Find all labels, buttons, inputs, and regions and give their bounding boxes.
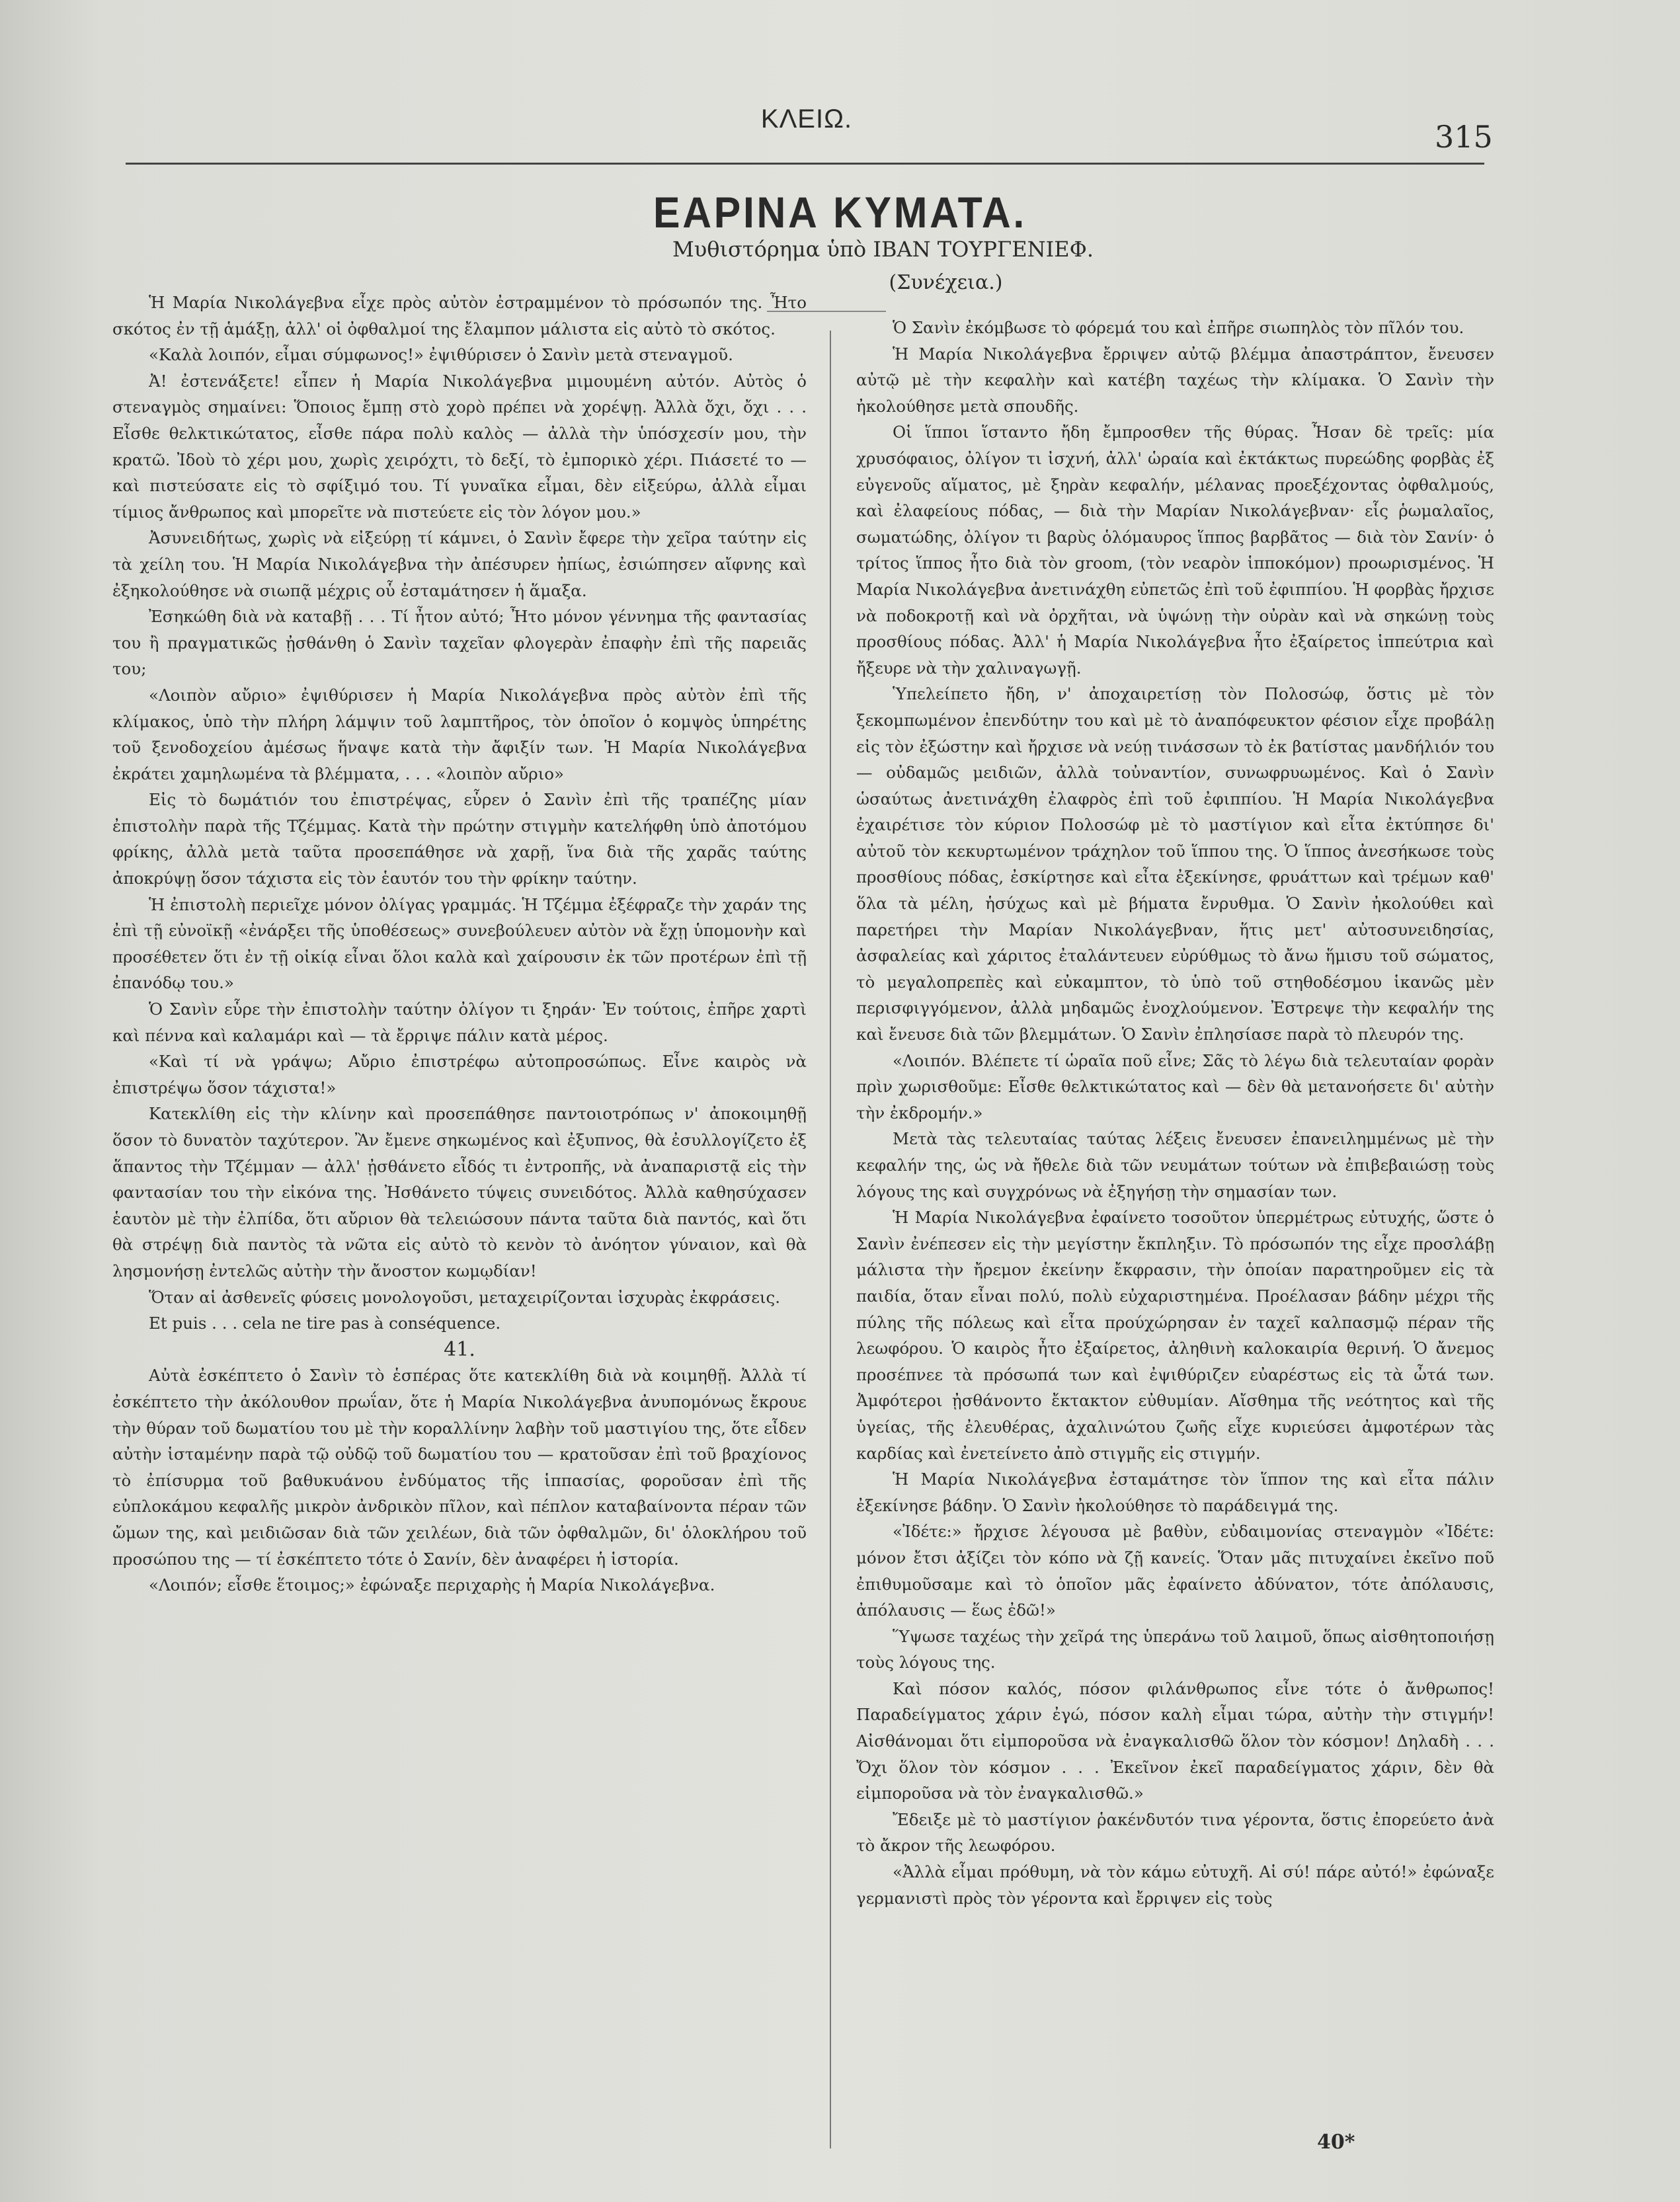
- paragraph: Ἐσηκώθη διὰ νὰ καταβῇ . . . Τί ἦτον αὐτό; Ἦτο μόνον γέννημα τῆς φαντασίας του ἢ πραγματικῶς ᾐσθάνθη ὁ Σανὶν ταχεῖαν φλογερὰν ἐπαφὴν ἐπὶ τῆς παρειᾶς του;: [112, 607, 807, 679]
- paragraph: Ἔδειξε μὲ τὸ μαστίγιον ῥακένδυτόν τινα γέροντα, ὅστις ἐπορεύετο ἀνὰ τὸ ἄκρον τῆς λεωφόρου.: [856, 1809, 1494, 1856]
- running-title: ΚΛΕΙΩ.: [760, 104, 853, 134]
- paragraph: «Λοιπὸν αὔριο» ἐψιθύρισεν ἡ Μαρία Νικολάγεβνα πρὸς αὐτὸν ἐπὶ τῆς κλίμακος, ὑπὸ τὴν πλήρη λάμψιν τοῦ λαμπτῆρος, τὸν ὁποῖον ὁ κομψὸς ὑπηρέτης τοῦ ξενοδοχείου ἀμέσως ἥναψε κατὰ τὴν ἄφιξίν των. Ἡ Μαρία Νικολάγεβνα ἐκράτει χαμηλωμένα τὰ βλέμματα, . . . «λοιπὸν αὔριο»: [112, 685, 807, 783]
- paragraph: Ἡ Μαρία Νικολάγεβνα εἶχε πρὸς αὐτὸν ἐστραμμένον τὸ πρόσωπόν της. Ἦτο σκότος ἐν τῇ ἁμάξῃ, ἀλλ' οἱ ὀφθαλμοί της ἔλαμπον μάλιστα εἰς αὐτὸ τὸ σκότος.: [112, 293, 807, 338]
- header-rule: [126, 163, 1484, 165]
- paragraph: «Λοιπόν; εἶσθε ἕτοιμος;» ἐφώναξε περιχαρὴς ἡ Μαρία Νικολάγεβνα.: [149, 1575, 715, 1595]
- paragraph: Αὐτὰ ἐσκέπτετο ὁ Σανὶν τὸ ἑσπέρας ὅτε κατεκλίθη διὰ νὰ κοιμηθῇ. Ἀλλὰ τί ἐσκέπτετο τὴν ἀκόλουθον πρωΐαν, ὅτε ἡ Μαρία Νικολάγεβνα ἀνυπομόνως ἔκρουε τὴν θύραν τοῦ δωματίου του μὲ τὴν κοραλλίνην λαβὴν τοῦ μαστιγίου της, ὅτε εἶδεν αὐτὴν ἱσταμένην παρὰ τῷ οὐδῷ τοῦ δωματίου του — κρατοῦσαν ἐπὶ τοῦ βραχίονος τὸ ἐπίσυρμα τοῦ βαθυκυάνου ἐνδύματος τῆς ἱππασίας, φοροῦσαν ἐπὶ τῆς εὐπλοκάμου κεφαλῆς μικρὸν ἀνδρικὸν πῖλον, καὶ πέπλον καταβαίνοντα πέραν τῶν ὤμων της, καὶ μειδιῶσαν διὰ τῶν χειλέων, διὰ τῶν ὀφθαλμῶν, δι' ὁλοκλήρου τοῦ προσώπου της — τί ἐσκέπτετο τότε ὁ Σανίν, δὲν ἀναφέρει ἡ ἱστορία.: [112, 1366, 807, 1569]
- paragraph: «Ἀλλὰ εἶμαι πρόθυμη, νὰ τὸν κάμω εὐτυχῆ. Αἱ σύ! πάρε αὐτό!» ἐφώναξε γερμανιστὶ πρὸς τὸν γέροντα καὶ ἔρριψεν εἰς τοὺς: [856, 1862, 1494, 1908]
- left-column: [112, 290, 807, 1598]
- continued-note: (Συνέχεια.): [889, 271, 1003, 294]
- paragraph: Ὕψωσε ταχέως τὴν χεῖρά της ὑπεράνω τοῦ λαιμοῦ, ὅπως αἰσθητοποιήσῃ τοὺς λόγους της.: [856, 1626, 1494, 1672]
- paragraph: Καὶ πόσον καλός, πόσον φιλάνθρωπος εἶνε τότε ὁ ἄνθρωπος! Παραδείγματος χάριν ἐγώ, πόσον καλὴ εἶμαι τώρα, αὐτὴν τὴν στιγμήν! Αἰσθάνομαι ὅτι εἰμποροῦσα νὰ ἐναγκαλισθῶ ὅλον τὸν κόσμον! Δηλαδὴ . . . Ὄχι ὅλον τὸν κόσμον . . . Ἐκεῖνον ἐκεῖ παραδείγματος χάριν, δὲν θὰ εἰμποροῦσα νὰ τὸν ἐναγκαλισθῶ.»: [856, 1678, 1494, 1803]
- paragraph: Μετὰ τὰς τελευταίας ταύτας λέξεις ἔνευσεν ἐπανειλημμένως μὲ τὴν κεφαλήν της, ὡς νὰ ἤθελε διὰ τῶν νευμάτων τούτων νὰ ἐπιβεβαιώσῃ τοὺς λόγους της καὶ συγχρόνως νὰ ἐξηγήσῃ τὴν σημασίαν των.: [856, 1129, 1494, 1201]
- article-byline: Μυθιστόρημα ὑπὸ ΙΒΑΝ ΤΟΥΡΓΕΝΙΕΦ.: [672, 237, 1094, 262]
- paragraph: Ὁ Σανὶν εὗρε τὴν ἐπιστολὴν ταύτην ὀλίγον τι ξηράν· Ἐν τούτοις, ἐπῆρε χαρτὶ καὶ πέννα καὶ καλαμάρι καὶ — τὰ ἔρριψε πάλιν κατὰ μέρος.: [112, 1000, 807, 1045]
- paragraph: «Λοιπόν. Βλέπετε τί ὡραῖα ποῦ εἶνε; Σᾶς τὸ λέγω διὰ τελευταίαν φορὰν πρὶν χωρισθοῦμε: Εἶσθε θελκτικώτατος καὶ — δὲν θὰ μετανοήσετε δι' αὐτὴν τὴν ἐκδρομήν.»: [856, 1050, 1494, 1122]
- paragraph: Ἡ Μαρία Νικολάγεβνα ἔρριψεν αὐτῷ βλέμμα ἀπαστράπτον, ἔνευσεν αὐτῷ μὲ τὴν κεφαλὴν καὶ κατέβη ταχέως τὴν κλίμακα. Ὁ Σανὶν τὴν ἠκολούθησε μετὰ σπουδῆς.: [856, 344, 1494, 416]
- paragraph: Ἡ ἐπιστολὴ περιεῖχε μόνον ὀλίγας γραμμάς. Ἡ Τζέμμα ἐξέφραζε τὴν χαράν της ἐπὶ τῇ εὐνοϊκῇ «ἐνάρξει τῆς ὑποθέσεως» συνεβούλευεν αὐτὸν νὰ ἔχῃ ὑπομονὴν καὶ προσέθετεν ὅτι ἐν τῇ οἰκίᾳ εἶναι ὅλοι καλὰ καὶ χαίρουσιν ἐκ τῶν προτέρων ἐπὶ τῇ ἐπανόδῳ του.»: [112, 894, 807, 993]
- article-title: ΕΑΡΙΝΑ ΚΥΜΑΤΑ.: [653, 188, 1027, 237]
- paragraph: «Ἰδέτε:» ἤρχισε λέγουσα μὲ βαθὺν, εὐδαιμονίας στεναγμὸν «Ἰδέτε: μόνον ἔτσι ἀξίζει τὸν κόπο νὰ ζῇ κανείς. Ὅταν μᾶς πιτυχαίνει ἐκεῖνο ποῦ ἐπιθυμοῦσαμε καὶ τὸ ὁποῖον μᾶς ἐφαίνετο ἀδύνατον, τότε ἀπόλαυσις, ἀπόλαυσις — ἕως ἐδῶ!»: [856, 1522, 1494, 1620]
- signature-mark: 40*: [1317, 2131, 1355, 2154]
- paragraph: Εἰς τὸ δωμάτιόν του ἐπιστρέψας, εὗρεν ὁ Σανὶν ἐπὶ τῆς τραπέζης μίαν ἐπιστολὴν παρὰ τῆς Τζέμμας. Κατὰ τὴν πρώτην στιγμὴν κατελήφθη ὑπὸ ἀποτόμου φρίκης, ἀλλὰ μετὰ ταῦτα προσεπάθησε νὰ χαρῇ, ἵνα διὰ τῆς χαρᾶς ταύτης ἀποκρύψῃ ὅσον τάχιστα εἰς τὸν ἑαυτόν του τὴν φρίκην ταύτην.: [112, 790, 807, 888]
- paragraph: «Καὶ τί νὰ γράψω; Αὔριο ἐπιστρέφω αὐτοπροσώπως. Εἶνε καιρὸς νὰ ἐπιστρέψω ὅσον τάχιστα!»: [112, 1052, 807, 1097]
- paragraph: Ἀσυνειδήτως, χωρὶς νὰ εἰξεύρῃ τί κάμνει, ὁ Σανὶν ἔφερε τὴν χεῖρα ταύτην εἰς τὰ χείλη του. Ἡ Μαρία Νικολάγεβνα τὴν ἀπέσυρεν ἠπίως, ἐσιώπησεν αἴφνης καὶ ἐξηκολούθησε νὰ σιωπᾷ μέχρις οὗ ἐσταμάτησεν ἡ ἅμαξα.: [112, 528, 807, 600]
- page-number: 315: [1435, 119, 1493, 155]
- paragraph: Ἡ Μαρία Νικολάγεβνα ἐσταμάτησε τὸν ἵππον της καὶ εἶτα πάλιν ἐξεκίνησε βάδην. Ὁ Σανὶν ἠκολούθησε τὸ παράδειγμά της.: [856, 1470, 1494, 1515]
- paragraph: Ὁ Σανὶν ἐκόμβωσε τὸ φόρεμά του καὶ ἐπῆρε σιωπηλὸς τὸν πῖλόν του.: [893, 318, 1464, 337]
- paragraph: Ἡ Μαρία Νικολάγεβνα ἐφαίνετο τοσοῦτον ὑπερμέτρως εὐτυχής, ὥστε ὁ Σανὶν ἐνέπεσεν εἰς τὴν μεγίστην ἔκπληξιν. Τὸ πρόσωπόν της εἶχε προσλάβῃ μάλιστα τὴν ἤρεμον ἐκείνην ἔκφρασιν, τὴν ὁποίαν παρατηροῦμεν εἰς τὰ παιδία, ὅταν εἶναι πολύ, πολὺ εὐχαριστημένα. Προέλασαν βάδην μέχρι τῆς πύλης τῆς πόλεως καὶ εἶτα προύχώρησαν ἐν ταχεῖ καλπασμῷ πέραν τῆς λεωφόρου. Ὁ καιρὸς ἦτο ἐξαίρετος, ἀληθινὴ καλοκαιρία θερινή. Ὁ ἄνεμος προσέπνεε τὰ πρόσωπά των καὶ ἐψιθύριζεν εὐαρέστως εἰς τὰ ὦτά των. Ἀμφότεροι ᾐσθάνοντο ἔκτακτον εὐθυμίαν. Αἴσθημα τῆς νεότητος καὶ τῆς ὑγείας, τῆς ἐλευθέρας, ἀχαλινώτου ζωῆς εἶχε κυριεύσει ἀμφοτέρων τὰς καρδίας καὶ ἐνετείνετο ἀπὸ στιγμῆς εἰς στιγμήν.: [856, 1208, 1494, 1463]
- right-column: [856, 315, 1494, 1911]
- paragraph: Ὑπελείπετο ἤδη, ν' ἀποχαιρετίσῃ τὸν Πολοσώφ, ὅστις μὲ τὸν ξεκομπωμένον ἐπενδύτην του καὶ μὲ τὸ ἀναπόφευκτον φέσιον εἶχε προβάλῃ εἰς τὸν ἐξώστην καὶ ἤρχισε νὰ νεύῃ τινάσσων τὸ ἐκ βατίστας μανδήλιόν του — οὐδαμῶς μειδιῶν, ἀλλὰ τοὐναντίον, συνωφρυωμένος. Καὶ ὁ Σανὶν ὡσαύτως ἀνετινάχθη ἐλαφρὸς ἐπὶ τοῦ ἐφιππίου. Ἡ Μαρία Νικολάγεβνα ἐχαιρέτισε τὸν κύριον Πολοσώφ μὲ τὸ μαστίγιον καὶ εἶτα ἐκτύπησε δι' αὐτοῦ τὸν κεκυρτωμένον τράχηλον τοῦ ἵππου της. Ὁ ἵππος ἀνεσήκωσε τοὺς προσθίους πόδας, ἐσκίρτησε καὶ εἶτα ἐξεκίνησε, φρυάττων καὶ τρέμων καθ' ὅλα τὰ μέλη, ἡσύχως καὶ μὲ βήματα ἔνρυθμα. Ὁ Σανὶν ἠκολούθει καὶ παρετήρει τὴν Μαρίαν Νικολάγεβναν, ἥτις μετ' αὐτοσυνειδησίας, ἀσφαλείας καὶ χάριτος ἐταλάντευεν εὐρύθμως τὸ ἄνω ἥμισυ τοῦ σώματος, τὸ μεγαλοπρεπὲς καὶ εὐκαμπτον, τὸ ὑπὸ τοῦ στηθοδέσμου ἱκανῶς μὲν περισφιγγόμενον, ἀλλὰ μηδαμῶς ἐνοχλούμενον. Ἐστρεψε τὴν κεφαλήν της καὶ ἔνευσε διὰ τῶν βλεμμάτων. Ὁ Σανὶν ἐπλησίασε παρὰ τὸ πλευρόν της.: [856, 684, 1494, 1044]
- column-rule: [830, 331, 831, 2148]
- paragraph: Ἀ! ἐστενάξετε! εἶπεν ἡ Μαρία Νικολάγεβνα μιμουμένη αὐτόν. Αὐτὸς ὁ στεναγμὸς σημαίνει: Ὅποιος ἔμπῃ στὸ χορὸ πρέπει νὰ χορέψῃ. Ἀλλὰ ὄχι, ὄχι . . . Εἶσθε θελκτικώτατος, εἶσθε πάρα πολὺ καλὸς — ἀλλὰ τὴν ὑπόσχεσίν μου, τὴν κρατῶ. Ἰδοὺ τὸ χέρι μου, χωρὶς χειρόχτι, τὸ δεξί, τὸ ἐμπορικὸ χέρι. Πιάσετέ το — καὶ πιστεύσατε εἰς τὸ σφίξιμό του. Τί γυναῖκα εἶμαι, δὲν εἰξεύρω, ἀλλὰ εἶμαι τίμιος ἄνθρωπος καὶ μπορεῖτε νὰ πιστεύετε εἰς τὸν λόγον μου.»: [112, 371, 807, 522]
- paragraph: Κατεκλίθη εἰς τὴν κλίνην καὶ προσεπάθησε παντοιοτρόπως ν' ἀποκοιμηθῇ ὅσον τὸ δυνατὸν ταχύτερον. Ἂν ἔμενε σηκωμένος καὶ ἐξυπνος, θὰ ἐσυλλογίζετο ἐξ ἅπαντος τὴν Τζέμμαν — ἀλλ' ᾐσθάνετο εἶδός τι ἐντροπῆς, νὰ ἀναπαριστᾷ εἰς τὴν φαντασίαν του τὴν εἰκόνα της. Ἠσθάνετο τύψεις συνειδότος. Ἀλλὰ καθησύχασεν ἑαυτὸν μὲ τὴν ἐλπίδα, ὅτι αὔριον θὰ τελειώσουν πάντα ταῦτα διὰ παντός, καὶ ὅτι θὰ στρέψῃ διὰ παντὸς τὰ νῶτα εἰς αὐτὸ τὸ κενὸν τὸ ἀνόητον γύναιον, καὶ θὰ λησμονήσῃ ἐντελῶς αὐτὴν τὴν ἄνοστον κωμῳδίαν!: [112, 1104, 807, 1280]
- paragraph: «Καλὰ λοιπόν, εἶμαι σύμφωνος!» ἐψιθύρισεν ὁ Σανὶν μετὰ στεναγμοῦ.: [149, 345, 733, 365]
- paragraph: Οἱ ἵπποι ἵσταντο ἤδη ἔμπροσθεν τῆς θύρας. Ἦσαν δὲ τρεῖς: μία χρυσόφαιος, ὀλίγον τι ἰσχνή, ἀλλ' ὡραία καὶ ἐκτάκτως πυρεώδης φορβὰς ἐξ εὐγενοῦς αἵματος, μὲ ξηρὰν κεφαλήν, μέλανας προεξέχοντας ὀφθαλμούς, καὶ ἐλαφείους πόδας, — διὰ τὴν Μαρίαν Νικολάγεβναν· εἷς ῥωμαλαῖος, σωματώδης, ὀλίγον τι βαρὺς ὁλόμαυρος ἵππος βαρβᾶτος — διὰ τὸν Σανίν· ὁ τρίτος ἵππος ἦτο διὰ τὸν groom, (τὸν νεαρὸν ἱπποκόμον) προωρισμένος. Ἡ Μαρία Νικολάγεβνα ἀνετινάχθη εὐπετῶς ἐπὶ τοῦ ἐφιππίου. Ἡ φορβὰς ἤρχισε νὰ ποδοκροτῇ καὶ νὰ ὀρχῆται, νὰ ὑψώνῃ τὴν οὐρὰν καὶ νὰ σηκώνῃ τοὺς προσθίους πόδας. Ἀλλ' ἡ Μαρία Νικολάγεβνα ἦτο ἐξαίρετος ἱππεύτρια καὶ ἤξευρε νὰ τὴν χαλιναγωγῇ.: [856, 422, 1494, 678]
- section-number: 41.: [444, 1337, 475, 1361]
- paragraph: Ὅταν αἱ ἀσθενεῖς φύσεις μονολογοῦσι, μεταχειρίζονται ἰσχυρὰς ἐκφράσεις.: [149, 1287, 781, 1307]
- paragraph: Et puis . . . cela ne tire pas à conséquence.: [149, 1314, 501, 1333]
